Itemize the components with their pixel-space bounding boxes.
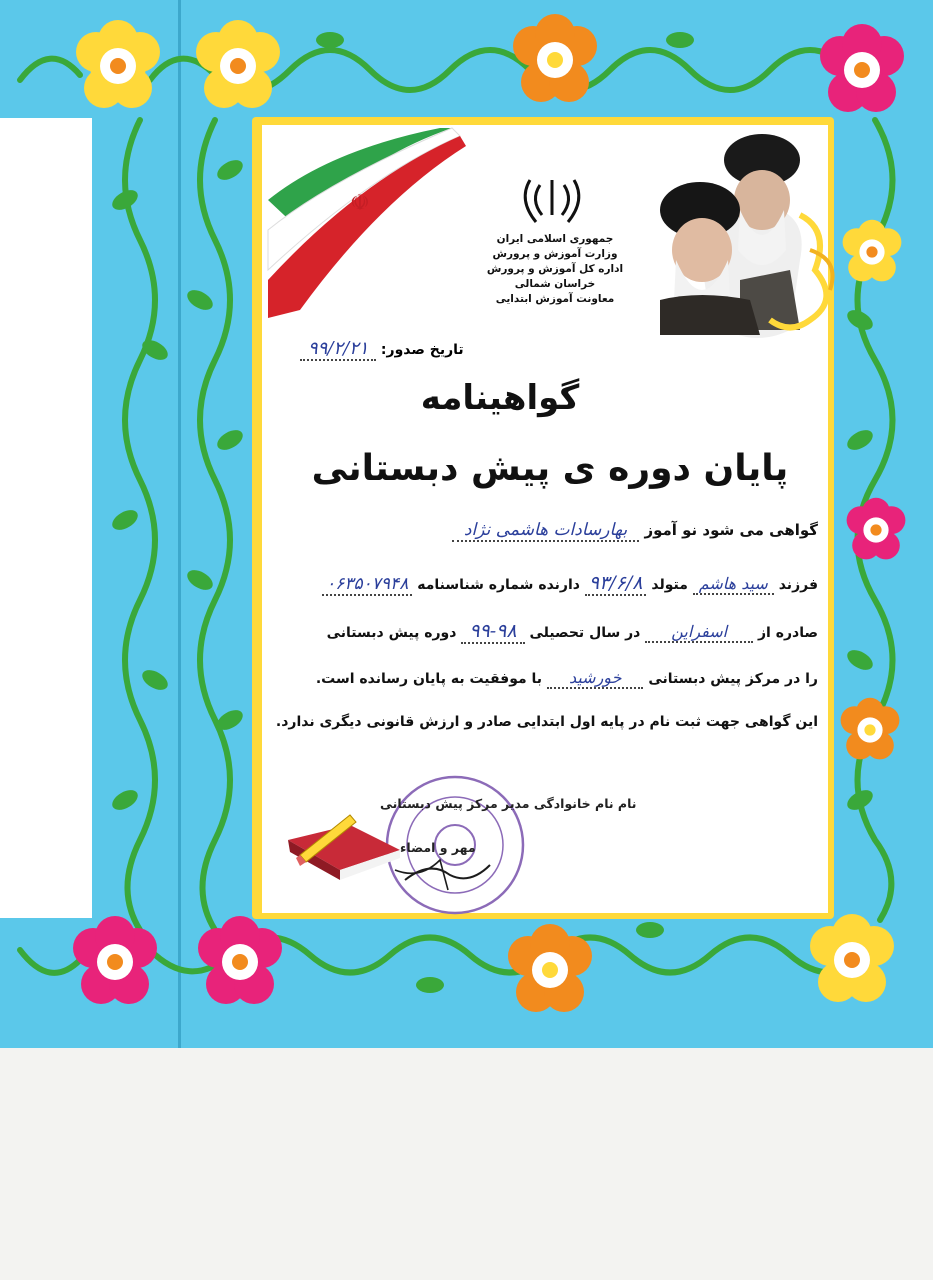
issued-label: صادره از: [757, 625, 818, 641]
father-name: سید هاشم: [693, 574, 774, 595]
certificate-title: گواهینامه: [420, 378, 580, 418]
issue-date-value: ۹۹/۲/۲۱: [300, 338, 376, 361]
student-name: بهارسادات هاشمی نژاد: [452, 520, 639, 542]
center-name: خورشید: [547, 668, 644, 689]
ministry-line: اداره کل آموزش و پرورش خراسان شمالی: [486, 263, 624, 290]
child-label: فرزند: [778, 577, 818, 593]
scan-background-bottom: [0, 1048, 933, 1280]
ministry-line: وزارت آموزش و پرورش: [492, 248, 618, 260]
seal-label: مهر و امضاء: [400, 840, 476, 855]
issue-date-label: تاریخ صدور:: [380, 342, 464, 358]
body-line-5: این گواهی جهت ثبت نام در پایه اول ابتدایی صادر و ارزش قانونی دیگری ندارد.: [275, 714, 818, 730]
student-label: گواهی می شود نو آموز: [644, 521, 818, 539]
born-label: متولد: [651, 577, 688, 593]
center-label: را در مرکز پیش دبستانی: [648, 671, 818, 687]
issued-from: اسفراین: [645, 622, 753, 643]
year-label: در سال تحصیلی: [529, 625, 641, 641]
id-number: ۰۶۳۵۰۷۹۴۸: [322, 574, 412, 596]
course-label: دوره پیش دبستانی: [326, 625, 457, 641]
id-label: دارنده شماره شناسنامه: [417, 577, 580, 593]
birth-date: ۹۳/۶/۸: [585, 572, 647, 596]
academic-year: ۹۸-۹۹: [461, 620, 524, 644]
flag-emblem-icon: ☫: [350, 191, 370, 216]
ministry-line: جمهوری اسلامی ایران: [496, 233, 614, 245]
manager-label: نام نام خانوادگی مدیر مرکز پیش دبستانی: [380, 796, 637, 811]
certificate-subtitle: پایان دوره ی پیش دبستانی: [311, 448, 789, 489]
completion-text: با موفقیت به پایان رسانده است.: [315, 671, 543, 687]
ministry-line: معاونت آموزش ابتدایی: [495, 293, 615, 305]
